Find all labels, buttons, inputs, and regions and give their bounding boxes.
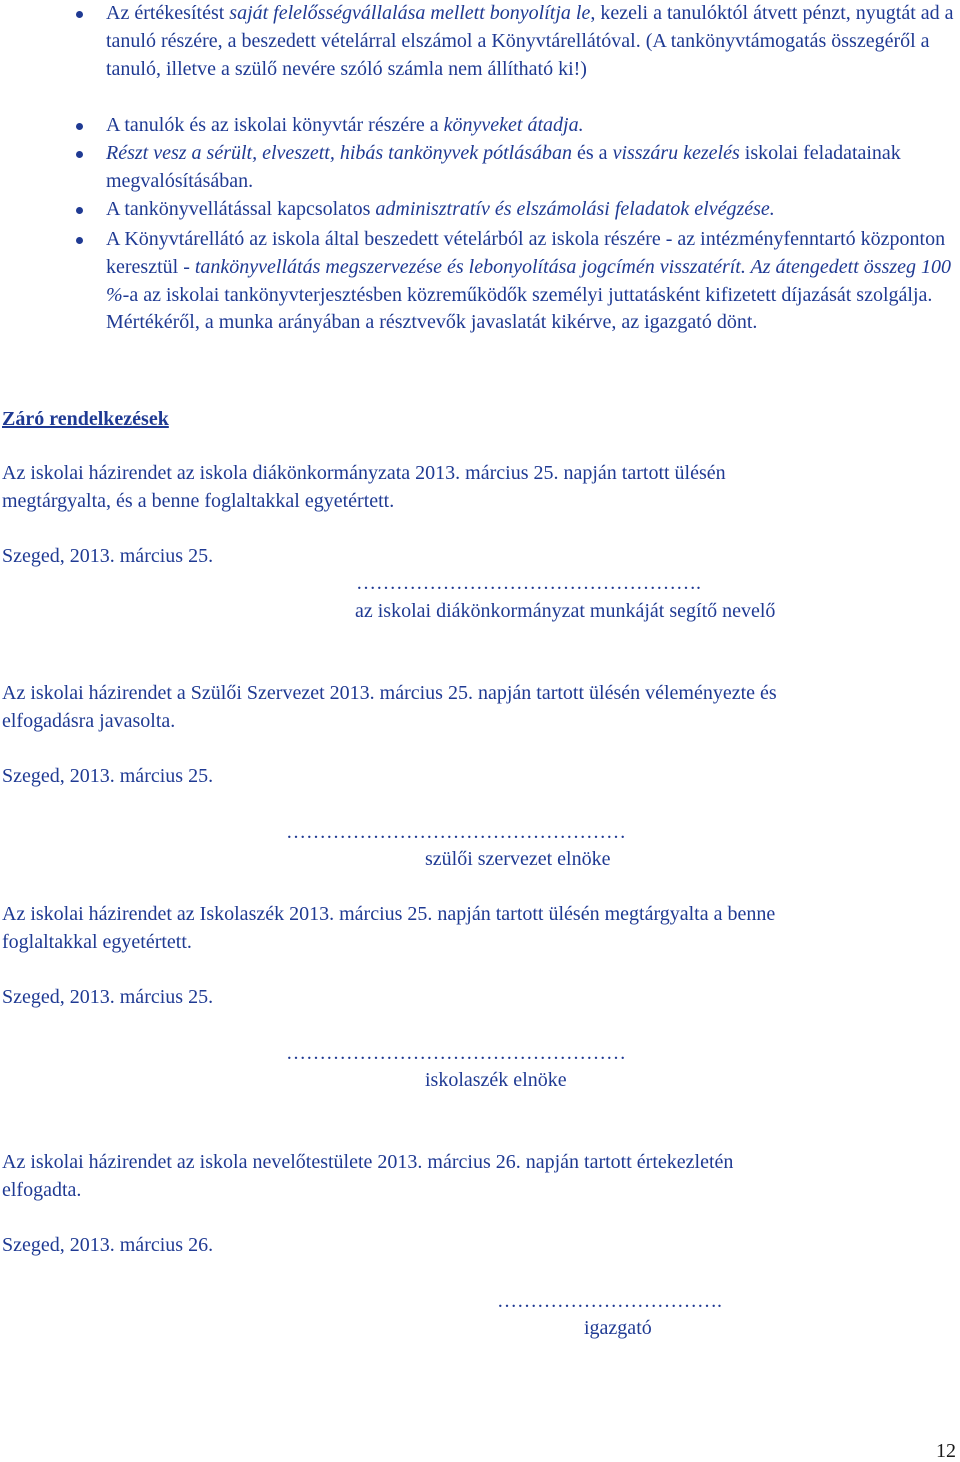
bullet-item xyxy=(106,0,956,83)
bullet-item xyxy=(106,112,956,140)
signature-dots: ……………………………………………. xyxy=(356,572,701,594)
bullet-item xyxy=(106,226,956,337)
bullet-text: Az értékesítést xyxy=(106,2,230,24)
bullet-text: adminisztratív és elszámolási feladatok elvégzése. xyxy=(375,198,775,220)
signature-role: iskolaszék elnöke xyxy=(425,1069,567,1091)
bullet-text: saját felelősségvállalása mellett bonyolítja le xyxy=(229,2,591,24)
statement-line: Az iskolai házirendet az iskola diákönkormányzata 2013. március 25. napján tartott ülésén xyxy=(2,462,726,484)
bullet-item xyxy=(106,140,956,196)
date-line: Szeged, 2013. március 25. xyxy=(2,545,214,567)
bullet-text: A tankönyvellátással kapcsolatos xyxy=(106,198,376,220)
signature-dots: …………………………………………… xyxy=(286,1042,626,1064)
bullet-text: iskolai feladatainak megvalósításában. xyxy=(106,142,901,192)
statement-line: elfogadásra javasolta. xyxy=(2,710,176,732)
statement-line: foglaltakkal egyetértett. xyxy=(2,931,192,953)
bullet-text: tankönyvellátás megszervezése és lebonyolítása jogcímén visszatérít. Az átengedett összeg 100 % xyxy=(106,255,952,306)
bullet-text: -a az iskolai tankönyvterjesztésben közreműködők személyi juttatásként kifizetett díjazását szolgálja. Mértékéről, a munka arányában a résztvevők javaslatát kikérve, az igazgató dönt. xyxy=(106,283,933,334)
signature-role: az iskolai diákönkormányzat munkáját segítő nevelő xyxy=(355,600,776,622)
bullet-dot xyxy=(76,123,83,130)
signature-role: igazgató xyxy=(584,1317,652,1339)
statement-line: Az iskolai házirendet a Szülői Szervezet 2013. március 25. napján tartott ülésén véleményezte és xyxy=(2,682,777,704)
section-heading: Záró rendelkezések xyxy=(2,408,169,430)
date-line: Szeged, 2013. március 25. xyxy=(2,986,214,1008)
bullet-text: és a xyxy=(572,142,613,164)
page-number: 12 xyxy=(936,1440,956,1462)
bullet-dot xyxy=(76,151,83,158)
bullet-dot xyxy=(76,11,83,18)
date-line: Szeged, 2013. március 26. xyxy=(2,1234,214,1256)
bullet-text: könyveket átadja. xyxy=(443,114,584,136)
bullet-text: A Könyvtárellátó az iskola által beszedett vételárból az iskola részére - az intézményfenntartó központon keresztül - xyxy=(106,228,946,278)
bullet-dot xyxy=(76,207,83,214)
signature-role: szülői szervezet elnöke xyxy=(425,848,611,870)
bullet-text: visszáru kezelés xyxy=(612,142,740,164)
statement-line: elfogadta. xyxy=(2,1179,82,1201)
bullet-text: A tanulók és az iskolai könyvtár részére a xyxy=(106,114,444,136)
bullet-text: Részt vesz a sérült, elveszett, hibás tankönyvek pótlásában xyxy=(106,142,573,164)
bullet-item xyxy=(106,196,956,224)
date-line: Szeged, 2013. március 25. xyxy=(2,765,214,787)
statement-line: Az iskolai házirendet az iskola nevelőtestülete 2013. március 26. napján tartott értekezletén xyxy=(2,1151,734,1173)
signature-dots: ……………………………. xyxy=(497,1290,722,1312)
signature-dots: …………………………………………… xyxy=(286,821,626,843)
statement-line: megtárgyalta, és a benne foglaltakkal egyetértett. xyxy=(2,490,395,512)
bullet-dot xyxy=(76,237,83,244)
bullet-text: , kezeli a tanulóktól átvett pénzt, nyugtát ad a tanuló részére, a beszedett vételárral elszámol a Könyvtárellátóval. (A tankönyvtámogatás összegéről a tanuló, illetve a szülő nevére szóló számla nem állítható ki!) xyxy=(106,2,954,80)
statement-line: Az iskolai házirendet az Iskolaszék 2013. március 25. napján tartott ülésén megtárgyalta a benne xyxy=(2,903,776,925)
